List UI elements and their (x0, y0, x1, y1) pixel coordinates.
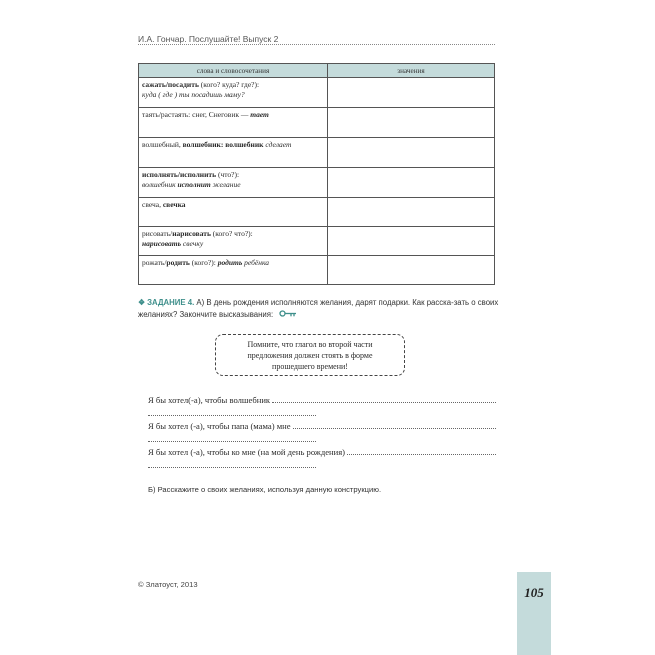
meaning-cell[interactable] (328, 198, 495, 227)
meaning-cell[interactable] (328, 168, 495, 198)
vocabulary-table (138, 63, 495, 285)
note-line: Помните, что глагол во второй части (247, 340, 373, 349)
column-header-words: слова и словосочетания (139, 64, 328, 78)
word-cell: рожать/родить (кого?): родить ребёнка (139, 256, 328, 285)
meaning-cell[interactable] (328, 138, 495, 168)
answer-blank[interactable] (148, 441, 316, 442)
sentence-line[interactable] (148, 395, 496, 405)
task-4-label: ❖ ЗАДАНИЕ 4. (138, 298, 195, 307)
table-row (139, 168, 495, 198)
table-row (139, 198, 495, 227)
answer-blank[interactable] (148, 415, 316, 416)
copyright: © Златоуст, 2013 (138, 580, 198, 589)
table-row (139, 138, 495, 168)
sentence-line[interactable] (148, 421, 496, 431)
meaning-cell[interactable] (328, 256, 495, 285)
running-header: И.А. Гончар. Послушайте! Выпуск 2 (138, 34, 279, 44)
sentence-line[interactable] (148, 447, 496, 457)
word-cell: таять/растаять: снег, Снеговик — тает (139, 108, 328, 138)
column-header-meanings: значения (328, 64, 495, 78)
task-4-instructions (138, 297, 500, 321)
table-row (139, 108, 495, 138)
table-row (139, 227, 495, 256)
key-icon (279, 309, 297, 321)
sentence-prompt: Я бы хотел (-а), чтобы ко мне (на мой день рождения) (148, 447, 346, 457)
word-cell: исполнять/исполнить (что?): волшебник исполнит желание (139, 168, 328, 198)
note-line: предложения должен стоять в форме (247, 351, 373, 360)
table-row (139, 256, 495, 285)
page-number: 105 (524, 585, 544, 600)
answer-blank[interactable] (347, 447, 496, 455)
word-cell: рисовать/нарисовать (кого? что?): нарисовать свечку (139, 227, 328, 256)
meaning-cell[interactable] (328, 227, 495, 256)
table-row (139, 78, 495, 108)
meaning-cell[interactable] (328, 78, 495, 108)
word-cell: свеча, свечка (139, 198, 328, 227)
sentence-prompt: Я бы хотел(-а), чтобы волшебник (148, 395, 271, 405)
answer-blank[interactable] (293, 421, 496, 429)
sentence-prompt: Я бы хотел (-а), чтобы папа (мама) мне (148, 421, 291, 431)
word-cell: сажать/посадить (кого? куда? где?): куда ( где ) ты посадишь маму? (139, 78, 328, 108)
note-line: прошедшего времени! (272, 362, 348, 371)
task-4-text: А) В день рождения исполняются желания, дарят подарки. Как расска-зать о своих желаниях? Закончите высказывания: (138, 298, 499, 320)
word-cell: волшебный, волшебник: волшебник сделает (139, 138, 328, 168)
answer-blank[interactable] (148, 467, 316, 468)
header-divider (138, 44, 495, 45)
grammar-note (215, 334, 405, 376)
meaning-cell[interactable] (328, 108, 495, 138)
task-b-instructions: Б) Расскажите о своих желаниях, используя данную конструкцию. (148, 485, 382, 494)
answer-blank[interactable] (272, 395, 496, 403)
